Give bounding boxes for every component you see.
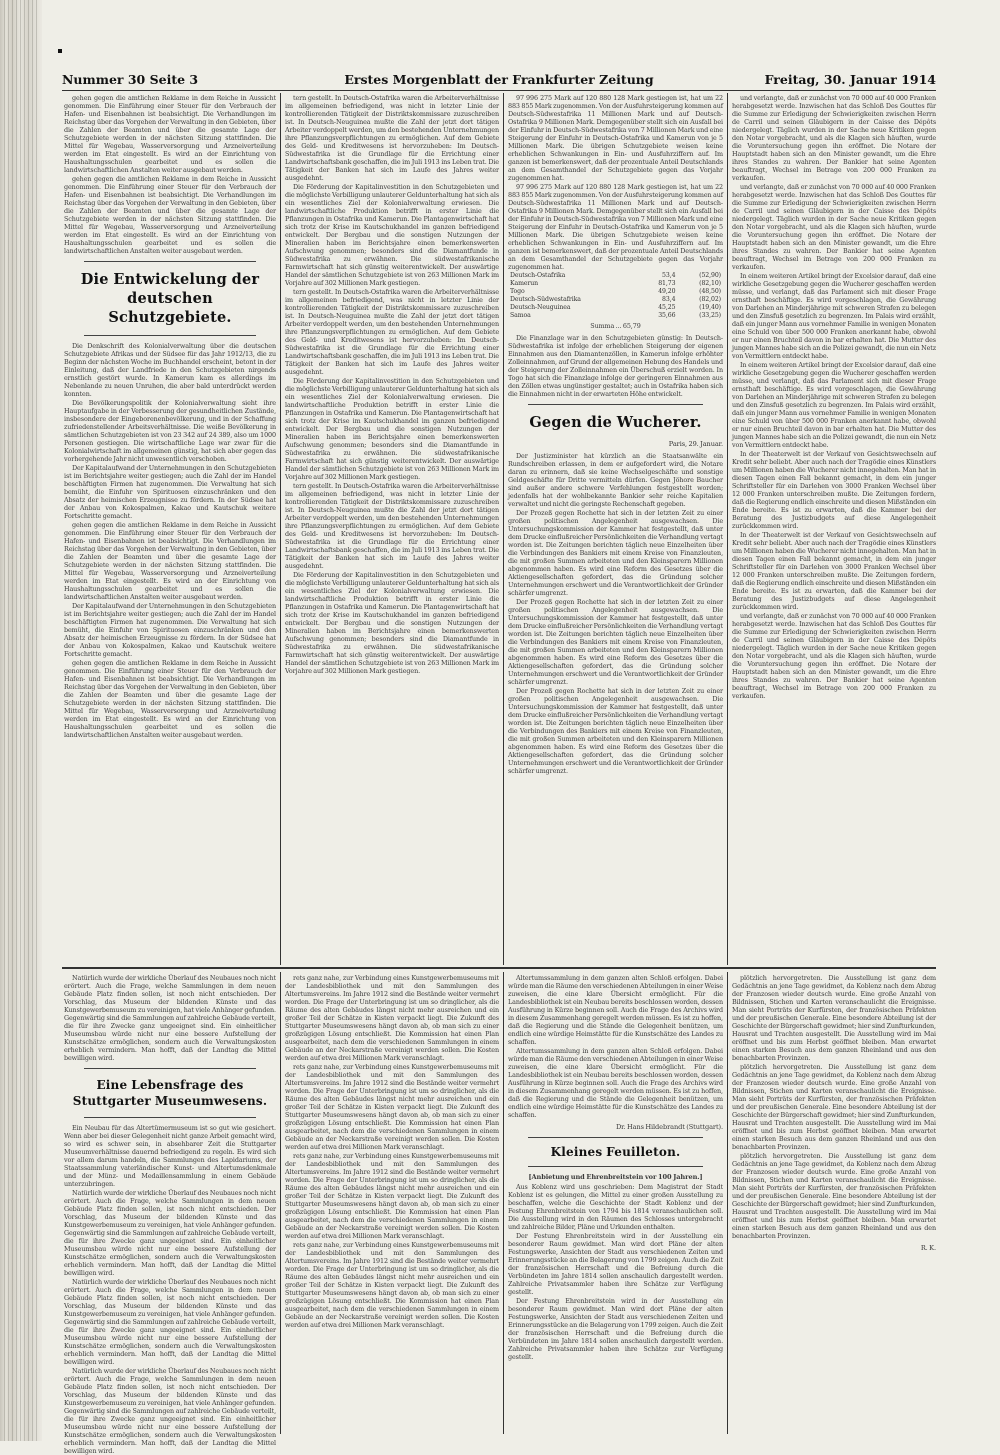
book-binding — [0, 0, 42, 1441]
article-body: Ein Neubau für das Altertümermuseum ist so gut wie gesichert. Wenn aber bei dieser Gelegenheit nicht ganze Arbeit gemacht wird, so wird es schwer sein, in absehbarer Zeit die Stuttgarter Museumverhältnisse dauernd befriedigend zu regeln. Es wird sich vor allem darum handeln, die Sammlungen des Lapidariums, der Staatssammlung vaterländischer Kunst- und Altertumsdenkmale und der Münz- und Medaillensammlung in einem Gebäude unterzubringen. — [64, 1124, 276, 1188]
column-text: 97 996 275 Mark auf 120 880 128 Mark gestiegen ist, hat um 22 883 855 Mark zugenommen. Von der Ausfuhrsteigerung kommen auf Deutsch-Südwestafrika 11 Millionen Mark und auf Deutsch-Ostafrika 9 Millionen Mark. Demgegenüber stellt sich ein Ausfall bei der Einfuhr in Deutsch-Südwestafrika von 7 Millionen Mark und eine Steigerung der Einfuhr in Deutsch-Ostafrika und Kamerun von je 5 Millionen Mark. Die übrigen Schutzgebiete weisen keine erheblichen Schwankungen in Ein- und Ausfuhrziffern auf. Im ganzen ist bemerkenswert, daß der prozentuale Anteil Deutschlands an dem Gesamthandel der Schutzgebiete gegen das Vorjahr zugenommen hat. — [508, 94, 723, 182]
article-dateline: Paris, 29. Januar. — [668, 440, 723, 448]
newspaper-name: Erstes Morgenblatt der Frankfurter Zeitung — [344, 72, 654, 87]
table-cell: 45,25 — [658, 304, 676, 311]
column-text: Die Förderung der Kapitalinvestition in den Schutzgebieten und die möglichste Verbilligung unlauterer Geldunterhaltung hat sich als ein wesentliches Ziel der Kolonialverwaltung erwiesen. Die landwirtschaftliche Produktion betrifft in erster Linie die Pflanzungen in Ostafrika und Kamerun. Die Plantagenwirtschaft hat sich trotz der Krise im Kautschukhandel im ganzen befriedigend entwickelt. Der Bergbau und die sonstigen Nutzungen der Mineralien haben im Berichtsjahre einen bemerkenswerten Aufschwung genommen; besonders sind die Diamantfunde in Südwestafrika zu erwähnen. Die südwestafrikanische Farmwirtschaft hat sich günstig weiterentwickelt. Der auswärtige Handel der sämtlichen Schutzgebiete ist von 263 Millionen Mark im Vorjahre auf 302 Millionen Mark gestiegen. — [285, 377, 499, 481]
column-3-bottom — [508, 974, 723, 1434]
column-text: Der Festung Ehrenbreitstein wird in der Ausstellung ein besonderer Raum gewidmet. Man wird dort Pläne der alten Festungswerke, Ansichten der Stadt aus verschiedenen Zeiten und Erinnerungsstücke an die Belagerung von 1799 zeigen. Auch die Zeit der französischen Herrschaft und die Befreiung durch die Verbündeten im Jahre 1814 sollen anschaulich dargestellt werden. Zahlreiche Privatsammler haben ihre Schätze zur Verfügung gestellt. — [508, 1297, 723, 1361]
column-text: plötzlich hervorgetreten. Die Ausstellung ist ganz dem Gedächtnis an jene Tage gewidmet, da Koblenz nach dem Abzug der Franzosen wieder deutsch wurde. Eine große Anzahl von Bildnissen, Stichen und Karten veranschaulicht die Ereignisse. Man sieht Porträts der Kurfürsten, der französischen Präfekten und der preußischen Generale. Eine besondere Abteilung ist der Geschichte der Bürgerschaft gewidmet; hier sind Zunfturkunden, Hausrat und Trachten ausgestellt. Die Ausstellung wird im Mai eröffnet und bis zum Herbst geöffnet bleiben. Man erwartet einen starken Besuch aus dem ganzen Rheinland und aus den benachbarten Provinzen. — [732, 1063, 936, 1151]
column-1-bottom — [64, 974, 276, 1455]
column-text: gehen gegen die amtlichen Reklame in dem Reiche in Aussicht genommen. Die Einführung einer Steuer für den Verbrauch der Hafen- und Eisenbahnen ist beabsichtigt. Die Verhandlungen im Reichstag über das Vorgehen der Verwaltung in den Gebieten, über die Zahlen der Beamten und über die gesamte Lage der Schutzgebiete werden in der nächsten Sitzung stattfinden. Die Mittel für Wegebau, Wasserversorgung und Arzneiverteilung werden im Etat eingestellt. Es wird an der Einrichtung von Haushaltungsschulen gearbeitet und es sollen die landwirtschaftlichen Anstalten weiter ausgebaut werden. — [64, 94, 276, 174]
article-signature: Dr. Hans Hildebrandt (Stuttgart). — [615, 1123, 723, 1131]
column-text: rets ganz nahe, zur Verbindung eines Kunstgewerbemuseums mit der Landesbibliothek und mit den Sammlungen des Altertumsvereins. Im Jahre 1912 sind die Bestände weiter vermehrt worden. Die Frage der Unterbringung ist um so dringlicher, als die Räume des alten Gebäudes längst nicht mehr ausreichen und ein großer Teil der Schätze in Kisten verpackt liegt. Die Zukunft des Stuttgarter Museumswesens hängt davon ab, ob man sich zu einer großzügigen Lösung entschließt. Die Kommission hat einen Plan ausgearbeitet, nach dem die verschiedenen Sammlungen in einem Gebäude an der Neckarstraße vereinigt werden sollen. Die Kosten werden auf etwa drei Millionen Mark veranschlagt. — [285, 1152, 499, 1240]
column-1-top — [64, 94, 276, 964]
column-text: Natürlich wurde der wirkliche Überlauf des Neubaues noch nicht erörtert. Auch die Frage, welche Sammlungen in dem neuen Gebäude Platz finden sollen, ist noch nicht entschieden. Der Vorschlag, das Museum der bildenden Künste und das Kunstgewerbemuseum zu vereinigen, hat viele Anhänger gefunden. Gegenwärtig sind die Sammlungen auf zahlreiche Gebäude verteilt, die für ihre Zwecke ganz ungeeignet sind. Ein einheitlicher Museumsbau würde nicht nur eine bessere Aufstellung der Kunstschätze ermöglichen, sondern auch die Verwaltungskosten erheblich vermindern. Man hofft, daß der Landtag die Mittel bewilligen wird. — [64, 1189, 276, 1277]
column-text: Die Förderung der Kapitalinvestition in den Schutzgebieten und die möglichste Verbilligung unlauterer Geldunterhaltung hat sich als ein wesentliches Ziel der Kolonialverwaltung erwiesen. Die landwirtschaftliche Produktion betrifft in erster Linie die Pflanzungen in Ostafrika und Kamerun. Die Plantagenwirtschaft hat sich trotz der Krise im Kautschukhandel im ganzen befriedigend entwickelt. Der Bergbau und die sonstigen Nutzungen der Mineralien haben im Berichtsjahre einen bemerkenswerten Aufschwung genommen; besonders sind die Diamantfunde in Südwestafrika zu erwähnen. Die südwestafrikanische Farmwirtschaft hat sich günstig weiterentwickelt. Der auswärtige Handel der sämtlichen Schutzgebiete ist von 263 Millionen Mark im Vorjahre auf 302 Millionen Mark gestiegen. — [285, 183, 499, 287]
column-text: Natürlich wurde der wirkliche Überlauf des Neubaues noch nicht erörtert. Auch die Frage, welche Sammlungen in dem neuen Gebäude Platz finden sollen, ist noch nicht entschieden. Der Vorschlag, das Museum der bildenden Künste und das Kunstgewerbemuseum zu vereinigen, hat viele Anhänger gefunden. Gegenwärtig sind die Sammlungen auf zahlreiche Gebäude verteilt, die für ihre Zwecke ganz ungeeignet sind. Ein einheitlicher Museumsbau würde nicht nur eine bessere Aufstellung der Kunstschätze ermöglichen, sondern auch die Verwaltungskosten erheblich vermindern. Man hofft, daß der Landtag die Mittel bewilligen wird. — [64, 1367, 276, 1455]
column-rule-6 — [727, 972, 728, 1434]
table-cell: (52,90) — [699, 272, 721, 279]
feuilleton-subtitle: [Anbietung und Ehrenbreitstein vor 100 Jahren.] — [528, 1173, 703, 1181]
column-text: und verlangte, daß er zunächst von 70 000 auf 40 000 Franken herabgesetzt werde. Inzwischen hat das Schloß Des Gouttes für die Summe zur Erledigung der Schwierigkeiten zwischen Herrn de Carril und seinen Gläubigern in der Caisse des Dépôts niedergelegt. Täglich wurden in der Sache neue Kritiken gegen den Notar vorgebracht, und als die Klagen sich häuften, wurde die Voruntersuchung gegen ihn eröffnet. Die Notare der Hauptstadt haben sich an den Minister gewandt, um die Ehre ihres Standes zu wahren. Der Bankier hat seine Agenten beauftragt, Wechsel im Betrage von 200 000 Franken zu verkaufen. — [732, 612, 936, 700]
table-row — [508, 272, 723, 280]
column-text: Die Finanzlage war in den Schutzgebieten günstig: In Deutsch-Südwestafrika ist infolge der erheblichen Steigerung der eigenen Einnahmen aus den Diamantenzöllen, in Kamerun infolge erhöhter Zolleinnahmen, auf Grund der allgemeinen Hebung des Handels und der Steigerung der Zolleinnahmen ein Überschuß erzielt worden. In Togo hat sich die Finanzlage infolge der geringeren Einnahmen aus den Zöllen etwas ungünstiger gestaltet; auch in Ostafrika haben sich die Einnahmen nicht in der erwarteten Höhe entwickelt. — [508, 334, 723, 398]
column-rule-5 — [503, 972, 504, 1434]
article-body: Die Bevölkerungspolitik der Kolonialverwaltung sieht ihre Hauptaufgabe in der Verbesserung der gesundheitlichen Zustände, insbesondere der Eingeborenenbevölkerung, und in der Schaffung zufriedenstellender Arbeitsverhältnisse. Die weiße Bevölkerung in sämtlichen Schutzgebieten ist von 23 342 auf 24 389, also um 1000 Personen gestiegen. Die wirtschaftliche Lage war zwar für die Kolonialwirtschaft im allgemeinen günstig, hat sich aber gegen das vorhergehende Jahr nicht unwesentlich verschoben. — [64, 399, 276, 463]
column-rule-2 — [503, 93, 504, 965]
column-text: Altertumssammlung in dem ganzen alten Schloß erfolgen. Dabei würde man die Räume den verschiedenen Abteilungen in einer Weise zuweisen, die eine klare Übersicht ermöglicht. Für die Landesbibliothek ist ein Neubau bereits beschlossen worden, dessen Ausführung in Kürze beginnen soll. Auch die Frage des Archivs wird in diesem Zusammenhang geregelt werden müssen. Es ist zu hoffen, daß die Regierung und die Stände die Gelegenheit benützen, um endlich eine würdige Heimstätte für die Kunstschätze des Landes zu schaffen. — [508, 974, 723, 1046]
column-text: In einem weiteren Artikel bringt der Excelsior darauf, daß eine wirkliche Gesetzgebung gegen die Wucherer geschaffen werden müsse, und verlangt, daß das Parlament sich mit dieser Frage ernsthaft beschäftige. Es wird vorgeschlagen, die Gewährung von Darlehen an Minderjährige mit schweren Strafen zu belegen und den Zinsfuß gesetzlich zu begrenzen. Im Palais wird erzählt, daß ein junger Mann aus vornehmer Familie in wenigen Monaten eine Schuld von über 500 000 Franken anerkannt habe, obwohl er nur einen Bruchteil davon in bar erhalten hat. Die Mutter des jungen Mannes habe sich an die Polizei gewandt, die nun ein Netz von Vermittlern entdeckt habe. — [732, 361, 936, 449]
column-text: Natürlich wurde der wirkliche Überlauf des Neubaues noch nicht erörtert. Auch die Frage, welche Sammlungen in dem neuen Gebäude Platz finden sollen, ist noch nicht entschieden. Der Vorschlag, das Museum der bildenden Künste und das Kunstgewerbemuseum zu vereinigen, hat viele Anhänger gefunden. Gegenwärtig sind die Sammlungen auf zahlreiche Gebäude verteilt, die für ihre Zwecke ganz ungeeignet sind. Ein einheitlicher Museumsbau würde nicht nur eine bessere Aufstellung der Kunstschätze ermöglichen, sondern auch die Verwaltungskosten erheblich vermindern. Man hofft, daß der Landtag die Mittel bewilligen wird. — [64, 1278, 276, 1366]
column-text: Der Prozeß gegen Rochette hat sich in der letzten Zeit zu einer großen politischen Angelegenheit ausgewachsen. Die Untersuchungskommission der Kammer hat festgestellt, daß unter dem Drucke einflußreicher Persönlichkeiten die Verhandlung vertagt worden ist. Die Zeitungen berichten täglich neue Einzelheiten über die Verbindungen des Bankiers mit einem Kreise von Finanzleuten, die mit großen Summen arbeiteten und den Kleinsparern Millionen abgenommen haben. Es wird eine Reform des Gesetzes über die Aktiengesellschaften gefordert, das die Gründung solcher Unternehmungen erschwert und die Verantwortlichkeit der Gründer schärfer umgrenzt. — [508, 509, 724, 597]
section-rule — [62, 967, 936, 969]
column-2-bottom — [285, 974, 499, 1434]
feuilleton-signature: R. K. — [920, 1244, 936, 1252]
column-text: Der Prozeß gegen Rochette hat sich in der letzten Zeit zu einer großen politischen Angelegenheit ausgewachsen. Die Untersuchungskommission der Kammer hat festgestellt, daß unter dem Drucke einflußreicher Persönlichkeiten die Verhandlung vertagt worden ist. Die Zeitungen berichten täglich neue Einzelheiten über die Verbindungen des Bankiers mit einem Kreise von Finanzleuten, die mit großen Summen arbeiteten und den Kleinsparern Millionen abgenommen haben. Es wird eine Reform des Gesetzes über die Aktiengesellschaften gefordert, das die Gründung solcher Unternehmungen erschwert und die Verantwortlichkeit der Gründer schärfer umgrenzt. — [508, 687, 724, 775]
table-cell: Kamerun — [510, 280, 539, 287]
column-4-bottom — [732, 974, 936, 1434]
column-3-top — [508, 94, 723, 964]
column-text: rets ganz nahe, zur Verbindung eines Kunstgewerbemuseums mit der Landesbibliothek und mit den Sammlungen des Altertumsvereins. Im Jahre 1912 sind die Bestände weiter vermehrt worden. Die Frage der Unterbringung ist um so dringlicher, als die Räume des alten Gebäudes längst nicht mehr ausreichen und ein großer Teil der Schätze in Kisten verpackt liegt. Die Zukunft des Stuttgarter Museumswesens hängt davon ab, ob man sich zu einer großzügigen Lösung entschließt. Die Kommission hat einen Plan ausgearbeitet, nach dem die verschiedenen Sammlungen in einem Gebäude an der Neckarstraße vereinigt werden sollen. Die Kosten werden auf etwa drei Millionen Mark veranschlagt. — [285, 974, 499, 1062]
column-text: rets ganz nahe, zur Verbindung eines Kunstgewerbemuseums mit der Landesbibliothek und mit den Sammlungen des Altertumsvereins. Im Jahre 1912 sind die Bestände weiter vermehrt worden. Die Frage der Unterbringung ist um so dringlicher, als die Räume des alten Gebäudes längst nicht mehr ausreichen und ein großer Teil der Schätze in Kisten verpackt liegt. Die Zukunft des Stuttgarter Museumswesens hängt davon ab, ob man sich zu einer großzügigen Lösung entschließt. Die Kommission hat einen Plan ausgearbeitet, nach dem die verschiedenen Sammlungen in einem Gebäude an der Neckarstraße vereinigt werden sollen. Die Kosten werden auf etwa drei Millionen Mark veranschlagt. — [285, 1241, 499, 1329]
column-text: rets ganz nahe, zur Verbindung eines Kunstgewerbemuseums mit der Landesbibliothek und mit den Sammlungen des Altertumsvereins. Im Jahre 1912 sind die Bestände weiter vermehrt worden. Die Frage der Unterbringung ist um so dringlicher, als die Räume des alten Gebäudes längst nicht mehr ausreichen und ein großer Teil der Schätze in Kisten verpackt liegt. Die Zukunft des Stuttgarter Museumswesens hängt davon ab, ob man sich zu einer großzügigen Lösung entschließt. Die Kommission hat einen Plan ausgearbeitet, nach dem die verschiedenen Sammlungen in einem Gebäude an der Neckarstraße vereinigt werden sollen. Die Kosten werden auf etwa drei Millionen Mark veranschlagt. — [285, 1063, 499, 1151]
table-cell: (82,02) — [699, 296, 721, 303]
column-4-top — [732, 94, 936, 964]
column-text: tern gestellt. In Deutsch-Ostafrika waren die Arbeiterverhältnisse im allgemeinen befriedigend, was nicht in letzter Linie der kontrollierenden Tätigkeit der Distriktskommissare zuzuschreiben ist. In Deutsch-Neuguinea mußte die Zahl der jetzt dort tätigen Arbeiter verdoppelt werden, um den bestehenden Unternehmungen ihre Pflanzungsverpflichtungen zu ermöglichen. Auf dem Gebiete des Geld- und Kreditwesens ist hervorzuheben: Im Deutsch-Südwestafrika ist die Grundlage für die Errichtung einer Landwirtschaftsbank geschaffen, die im Juli 1913 ins Leben trat. Die Tätigkeit der Banken hat sich im Laufe des Jahres weiter ausgedehnt. — [285, 288, 499, 376]
column-text: tern gestellt. In Deutsch-Ostafrika waren die Arbeiterverhältnisse im allgemeinen befriedigend, was nicht in letzter Linie der kontrollierenden Tätigkeit der Distriktskommissare zuzuschreiben ist. In Deutsch-Neuguinea mußte die Zahl der jetzt dort tätigen Arbeiter verdoppelt werden, um den bestehenden Unternehmungen ihre Pflanzungsverpflichtungen zu ermöglichen. Auf dem Gebiete des Geld- und Kreditwesens ist hervorzuheben: Im Deutsch-Südwestafrika ist die Grundlage für die Errichtung einer Landwirtschaftsbank geschaffen, die im Juli 1913 ins Leben trat. Die Tätigkeit der Banken hat sich im Laufe des Jahres weiter ausgedehnt. — [285, 482, 499, 570]
table-cell: Samoa — [510, 312, 531, 319]
table-row — [508, 296, 723, 304]
column-text: 97 996 275 Mark auf 120 880 128 Mark gestiegen ist, hat um 22 883 855 Mark zugenommen. Von der Ausfuhrsteigerung kommen auf Deutsch-Südwestafrika 11 Millionen Mark und auf Deutsch-Ostafrika 9 Millionen Mark. Demgegenüber stellt sich ein Ausfall bei der Einfuhr in Deutsch-Südwestafrika von 7 Millionen Mark und eine Steigerung der Einfuhr in Deutsch-Ostafrika und Kamerun von je 5 Millionen Mark. Die übrigen Schutzgebiete weisen keine erheblichen Schwankungen in Ein- und Ausfuhrziffern auf. Im ganzen ist bemerkenswert, daß der prozentuale Anteil Deutschlands an dem Gesamthandel der Schutzgebiete gegen das Vorjahr zugenommen hat. — [508, 183, 723, 271]
article-intro: Die Denkschrift des Kolonialverwaltung über die deutschen Schutzgebiete Afrikas und der Südsee für das Jahr 1912/13, die zu Beginn der nächsten Woche im Buchhandel erscheint, betont in der Einleitung, daß der Landfriede in den Schutzgebieten nirgends ernstlich gestört wurde. In Kamerun kam es allerdings im Nebenlande zu neuen Unruhen, die aber bald unterdrückt werden konnten. — [64, 342, 276, 398]
column-text: Natürlich wurde der wirkliche Überlauf des Neubaues noch nicht erörtert. Auch die Frage, welche Sammlungen in dem neuen Gebäude Platz finden sollen, ist noch nicht entschieden. Der Vorschlag, das Museum der bildenden Künste und das Kunstgewerbemuseum zu vereinigen, hat viele Anhänger gefunden. Gegenwärtig sind die Sammlungen auf zahlreiche Gebäude verteilt, die für ihre Zwecke ganz ungeeignet sind. Ein einheitlicher Museumsbau würde nicht nur eine bessere Aufstellung der Kunstschätze ermöglichen, sondern auch die Verwaltungskosten erheblich vermindern. Man hofft, daß der Landtag die Mittel bewilligen wird. — [64, 974, 276, 1062]
page-header — [62, 70, 936, 90]
margin-mark — [58, 49, 62, 53]
column-text: gehen gegen die amtlichen Reklame in dem Reiche in Aussicht genommen. Die Einführung einer Steuer für den Verbrauch der Hafen- und Eisenbahnen ist beabsichtigt. Die Verhandlungen im Reichstag über das Vorgehen der Verwaltung in den Gebieten, über die Zahlen der Beamten und über die gesamte Lage der Schutzgebiete werden in der nächsten Sitzung stattfinden. Die Mittel für Wegebau, Wasserversorgung und Arzneiverteilung werden im Etat eingestellt. Es wird an der Einrichtung von Haushaltungsschulen gearbeitet und es sollen die landwirtschaftlichen Anstalten weiter ausgebaut werden. — [64, 659, 276, 739]
trade-share-table — [508, 272, 723, 320]
column-text: Der Prozeß gegen Rochette hat sich in der letzten Zeit zu einer großen politischen Angelegenheit ausgewachsen. Die Untersuchungskommission der Kammer hat festgestellt, daß unter dem Drucke einflußreicher Persönlichkeiten die Verhandlung vertagt worden ist. Die Zeitungen berichten täglich neue Einzelheiten über die Verbindungen des Bankiers mit einem Kreise von Finanzleuten, die mit großen Summen arbeiteten und den Kleinsparern Millionen abgenommen haben. Es wird eine Reform des Gesetzes über die Aktiengesellschaften gefordert, das die Gründung solcher Unternehmungen erschwert und die Verantwortlichkeit der Gründer schärfer umgrenzt. — [508, 598, 724, 686]
table-cell: Deutsch-Ostafrika — [510, 272, 566, 279]
table-cell: (82,10) — [699, 280, 721, 287]
column-text: Der Festung Ehrenbreitstein wird in der Ausstellung ein besonderer Raum gewidmet. Man wird dort Pläne der alten Festungswerke, Ansichten der Stadt aus verschiedenen Zeiten und Erinnerungsstücke an die Belagerung von 1799 zeigen. Auch die Zeit der französischen Herrschaft und die Befreiung durch die Verbündeten im Jahre 1814 sollen anschaulich dargestellt werden. Zahlreiche Privatsammler haben ihre Schätze zur Verfügung gestellt. — [508, 1232, 723, 1296]
table-cell: Deutsch-Südwestafrika — [510, 296, 581, 303]
article-body: Der Justizminister hat kürzlich an die Staatsanwälte ein Rundschreiben erlassen, in dem er aufgefordert wird, die Notare daran zu erinnern, daß sie keine Wechselgeschäfte und sonstige Geldgeschäfte für Dritte vermitteln dürfen. Gegen Jöhore Baucher sind außer andere schwere Verfehlungen festgestellt worden; jedenfalls hat der wohlbekannte Bankier sehr reiche Kapitalien verwaltet und nicht die geringste Rechenschaft gegeben. — [508, 452, 723, 508]
column-rule-3 — [727, 93, 728, 965]
table-row — [508, 280, 723, 288]
column-text: Der Kapitalaufwand der Unternehmungen in den Schutzgebieten ist im Berichtsjahre weiter gestiegen; auch die Zahl der im Handel beschäftigten Firmen hat zugenommen. Die Verwaltung hat sich bemüht, die Einfuhr von Spirituosen einzuschränken und den Absatz der heimischen Erzeugnisse zu fördern. In der Südsee hat der Anbau von Kokospalmen, Kakao und Kautschuk weitere Fortschritte gemacht. — [64, 602, 276, 658]
column-rule-1 — [280, 93, 281, 965]
column-text: plötzlich hervorgetreten. Die Ausstellung ist ganz dem Gedächtnis an jene Tage gewidmet, da Koblenz nach dem Abzug der Franzosen wieder deutsch wurde. Eine große Anzahl von Bildnissen, Stichen und Karten veranschaulicht die Ereignisse. Man sieht Porträts der Kurfürsten, der französischen Präfekten und der preußischen Generale. Eine besondere Abteilung ist der Geschichte der Bürgerschaft gewidmet; hier sind Zunfturkunden, Hausrat und Trachten ausgestellt. Die Ausstellung wird im Mai eröffnet und bis zum Herbst geöffnet bleiben. Man erwartet einen starken Besuch aus dem ganzen Rheinland und aus den benachbarten Provinzen. — [732, 974, 936, 1062]
table-row — [508, 304, 723, 312]
page-number: Nummer 30 Seite 3 — [62, 72, 199, 87]
column-text: In der Theaterwelt ist der Verkauf von Gesichtswechseln auf Kredit sehr beliebt. Aber auch nach der Tragödie eines Künstlers um Millionen haben die Wucherer nicht innegehalten. Man hat in diesen Tagen einen Fall bekannt gemacht, in dem ein junger Schriftsteller für ein Darlehen von 3000 Franken Wechsel über 12 000 Franken unterschreiben mußte. Die Zeitungen fordern, daß die Regierung endlich einschreite und diesen Mißständen ein Ende bereite. Es ist zu erwarten, daß die Kammer bei der Beratung des Justizbudgets auf diese Angelegenheit zurückkommen wird. — [732, 531, 936, 611]
column-text: Altertumssammlung in dem ganzen alten Schloß erfolgen. Dabei würde man die Räume den verschiedenen Abteilungen in einer Weise zuweisen, die eine klare Übersicht ermöglicht. Für die Landesbibliothek ist ein Neubau bereits beschlossen worden, dessen Ausführung in Kürze beginnen soll. Auch die Frage des Archivs wird in diesem Zusammenhang geregelt werden müssen. Es ist zu hoffen, daß die Regierung und die Stände die Gelegenheit benützen, um endlich eine würdige Heimstätte für die Kunstschätze des Landes zu schaffen. — [508, 1047, 723, 1119]
column-text: In einem weiteren Artikel bringt der Excelsior darauf, daß eine wirkliche Gesetzgebung gegen die Wucherer geschaffen werden müsse, und verlangt, daß das Parlament sich mit dieser Frage ernsthaft beschäftige. Es wird vorgeschlagen, die Gewährung von Darlehen an Minderjährige mit schweren Strafen zu belegen und den Zinsfuß gesetzlich zu begrenzen. Im Palais wird erzählt, daß ein junger Mann aus vornehmer Familie in wenigen Monaten eine Schuld von über 500 000 Franken anerkannt habe, obwohl er nur einen Bruchteil davon in bar erhalten hat. Die Mutter des jungen Mannes habe sich an die Polizei gewandt, die nun ein Netz von Vermittlern entdeckt habe. — [732, 272, 936, 360]
column-text: Der Kapitalaufwand der Unternehmungen in den Schutzgebieten ist im Berichtsjahre weiter gestiegen; auch die Zahl der im Handel beschäftigten Firmen hat zugenommen. Die Verwaltung hat sich bemüht, die Einfuhr von Spirituosen einzuschränken und den Absatz der heimischen Erzeugnisse zu fördern. In der Südsee hat der Anbau von Kokospalmen, Kakao und Kautschuk weitere Fortschritte gemacht. — [64, 464, 276, 520]
table-cell: (48,50) — [699, 288, 721, 295]
table-cell: 53,4 — [662, 272, 676, 279]
table-cell: 49,20 — [658, 288, 676, 295]
article-title-museum: Eine Lebensfrage des Stuttgarter Museumwesens. — [72, 1078, 268, 1108]
table-cell: (33,25) — [699, 312, 721, 319]
article-body: Aus Koblenz wird uns geschrieben: Dem Magistrat der Stadt Koblenz ist es gelungen, die Mittel zu einer großen Ausstellung zu beschaffen, welche die Geschichte der Stadt Koblenz und der Festung Ehrenbreitstein von 1794 bis 1814 veranschaulichen soll. Die Ausstellung wird in den Räumen des Schlosses untergebracht und zahlreiche Bilder, Pläne und Urkunden enthalten. — [508, 1183, 723, 1231]
column-text: plötzlich hervorgetreten. Die Ausstellung ist ganz dem Gedächtnis an jene Tage gewidmet, da Koblenz nach dem Abzug der Franzosen wieder deutsch wurde. Eine große Anzahl von Bildnissen, Stichen und Karten veranschaulicht die Ereignisse. Man sieht Porträts der Kurfürsten, der französischen Präfekten und der preußischen Generale. Eine besondere Abteilung ist der Geschichte der Bürgerschaft gewidmet; hier sind Zunfturkunden, Hausrat und Trachten ausgestellt. Die Ausstellung wird im Mai eröffnet und bis zum Herbst geöffnet bleiben. Man erwartet einen starken Besuch aus dem ganzen Rheinland und aus den benachbarten Provinzen. — [732, 1152, 936, 1240]
column-text: gehen gegen die amtlichen Reklame in dem Reiche in Aussicht genommen. Die Einführung einer Steuer für den Verbrauch der Hafen- und Eisenbahnen ist beabsichtigt. Die Verhandlungen im Reichstag über das Vorgehen der Verwaltung in den Gebieten, über die Zahlen der Beamten und über die gesamte Lage der Schutzgebiete werden in der nächsten Sitzung stattfinden. Die Mittel für Wegebau, Wasserversorgung und Arzneiverteilung werden im Etat eingestellt. Es wird an der Einrichtung von Haushaltungsschulen gearbeitet und es sollen die landwirtschaftlichen Anstalten weiter ausgebaut werden. — [64, 521, 276, 601]
header-rule — [62, 90, 936, 91]
table-cell: 35,66 — [658, 312, 676, 319]
article-title-schutzgebiete: Die Entwickelung der deutschen Schutzgebiete. — [80, 271, 260, 326]
table-row — [508, 312, 723, 320]
column-text: und verlangte, daß er zunächst von 70 000 auf 40 000 Franken herabgesetzt werde. Inzwischen hat das Schloß Des Gouttes für die Summe zur Erledigung der Schwierigkeiten zwischen Herrn de Carril und seinen Gläubigern in der Caisse des Dépôts niedergelegt. Täglich wurden in der Sache neue Kritiken gegen den Notar vorgebracht, und als die Klagen sich häuften, wurde die Voruntersuchung gegen ihn eröffnet. Die Notare der Hauptstadt haben sich an den Minister gewandt, um die Ehre ihres Standes zu wahren. Der Bankier hat seine Agenten beauftragt, Wechsel im Betrage von 200 000 Franken zu verkaufen. — [732, 183, 936, 271]
article-title-wucherer: Gegen die Wucherer. — [529, 414, 702, 431]
table-cell: Deutsch-Neuguinea — [510, 304, 571, 311]
table-cell: (19,40) — [699, 304, 721, 311]
column-text: Die Förderung der Kapitalinvestition in den Schutzgebieten und die möglichste Verbilligung unlauterer Geldunterhaltung hat sich als ein wesentliches Ziel der Kolonialverwaltung erwiesen. Die landwirtschaftliche Produktion betrifft in erster Linie die Pflanzungen in Ostafrika und Kamerun. Die Plantagenwirtschaft hat sich trotz der Krise im Kautschukhandel im ganzen befriedigend entwickelt. Der Bergbau und die sonstigen Nutzungen der Mineralien haben im Berichtsjahre einen bemerkenswerten Aufschwung genommen; besonders sind die Diamantfunde in Südwestafrika zu erwähnen. Die südwestafrikanische Farmwirtschaft hat sich günstig weiterentwickelt. Der auswärtige Handel der sämtlichen Schutzgebiete ist von 263 Millionen Mark im Vorjahre auf 302 Millionen Mark gestiegen. — [285, 571, 499, 675]
table-cell: 83,4 — [662, 296, 676, 303]
column-text: und verlangte, daß er zunächst von 70 000 auf 40 000 Franken herabgesetzt werde. Inzwischen hat das Schloß Des Gouttes für die Summe zur Erledigung der Schwierigkeiten zwischen Herrn de Carril und seinen Gläubigern in der Caisse des Dépôts niedergelegt. Täglich wurden in der Sache neue Kritiken gegen den Notar vorgebracht, und als die Klagen sich häuften, wurde die Voruntersuchung gegen ihn eröffnet. Die Notare der Hauptstadt haben sich an den Minister gewandt, um die Ehre ihres Standes zu wahren. Der Bankier hat seine Agenten beauftragt, Wechsel im Betrage von 200 000 Franken zu verkaufen. — [732, 94, 936, 182]
column-2-top — [285, 94, 499, 964]
issue-date: Freitag, 30. Januar 1914 — [764, 72, 936, 87]
column-text: In der Theaterwelt ist der Verkauf von Gesichtswechseln auf Kredit sehr beliebt. Aber auch nach der Tragödie eines Künstlers um Millionen haben die Wucherer nicht innegehalten. Man hat in diesen Tagen einen Fall bekannt gemacht, in dem ein junger Schriftsteller für ein Darlehen von 3000 Franken Wechsel über 12 000 Franken unterschreiben mußte. Die Zeitungen fordern, daß die Regierung endlich einschreite und diesen Mißständen ein Ende bereite. Es ist zu erwarten, daß die Kammer bei der Beratung des Justizbudgets auf diese Angelegenheit zurückkommen wird. — [732, 450, 936, 530]
table-cell: Togo — [510, 288, 525, 295]
column-text: tern gestellt. In Deutsch-Ostafrika waren die Arbeiterverhältnisse im allgemeinen befriedigend, was nicht in letzter Linie der kontrollierenden Tätigkeit der Distriktskommissare zuzuschreiben ist. In Deutsch-Neuguinea mußte die Zahl der jetzt dort tätigen Arbeiter verdoppelt werden, um den bestehenden Unternehmungen ihre Pflanzungsverpflichtungen zu ermöglichen. Auf dem Gebiete des Geld- und Kreditwesens ist hervorzuheben: Im Deutsch-Südwestafrika ist die Grundlage für die Errichtung einer Landwirtschaftsbank geschaffen, die im Juli 1913 ins Leben trat. Die Tätigkeit der Banken hat sich im Laufe des Jahres weiter ausgedehnt. — [285, 94, 499, 182]
table-sum: Summa ... 65,79 — [590, 322, 641, 330]
article-title-feuilleton: Kleines Feuilleton. — [550, 1145, 681, 1159]
table-row — [508, 288, 723, 296]
column-text: gehen gegen die amtlichen Reklame in dem Reiche in Aussicht genommen. Die Einführung einer Steuer für den Verbrauch der Hafen- und Eisenbahnen ist beabsichtigt. Die Verhandlungen im Reichstag über das Vorgehen der Verwaltung in den Gebieten, über die Zahlen der Beamten und über die gesamte Lage der Schutzgebiete werden in der nächsten Sitzung stattfinden. Die Mittel für Wegebau, Wasserversorgung und Arzneiverteilung werden im Etat eingestellt. Es wird an der Einrichtung von Haushaltungsschulen gearbeitet und es sollen die landwirtschaftlichen Anstalten weiter ausgebaut werden. — [64, 175, 276, 255]
table-cell: 81,73 — [658, 280, 676, 287]
column-rule-4 — [280, 972, 281, 1434]
